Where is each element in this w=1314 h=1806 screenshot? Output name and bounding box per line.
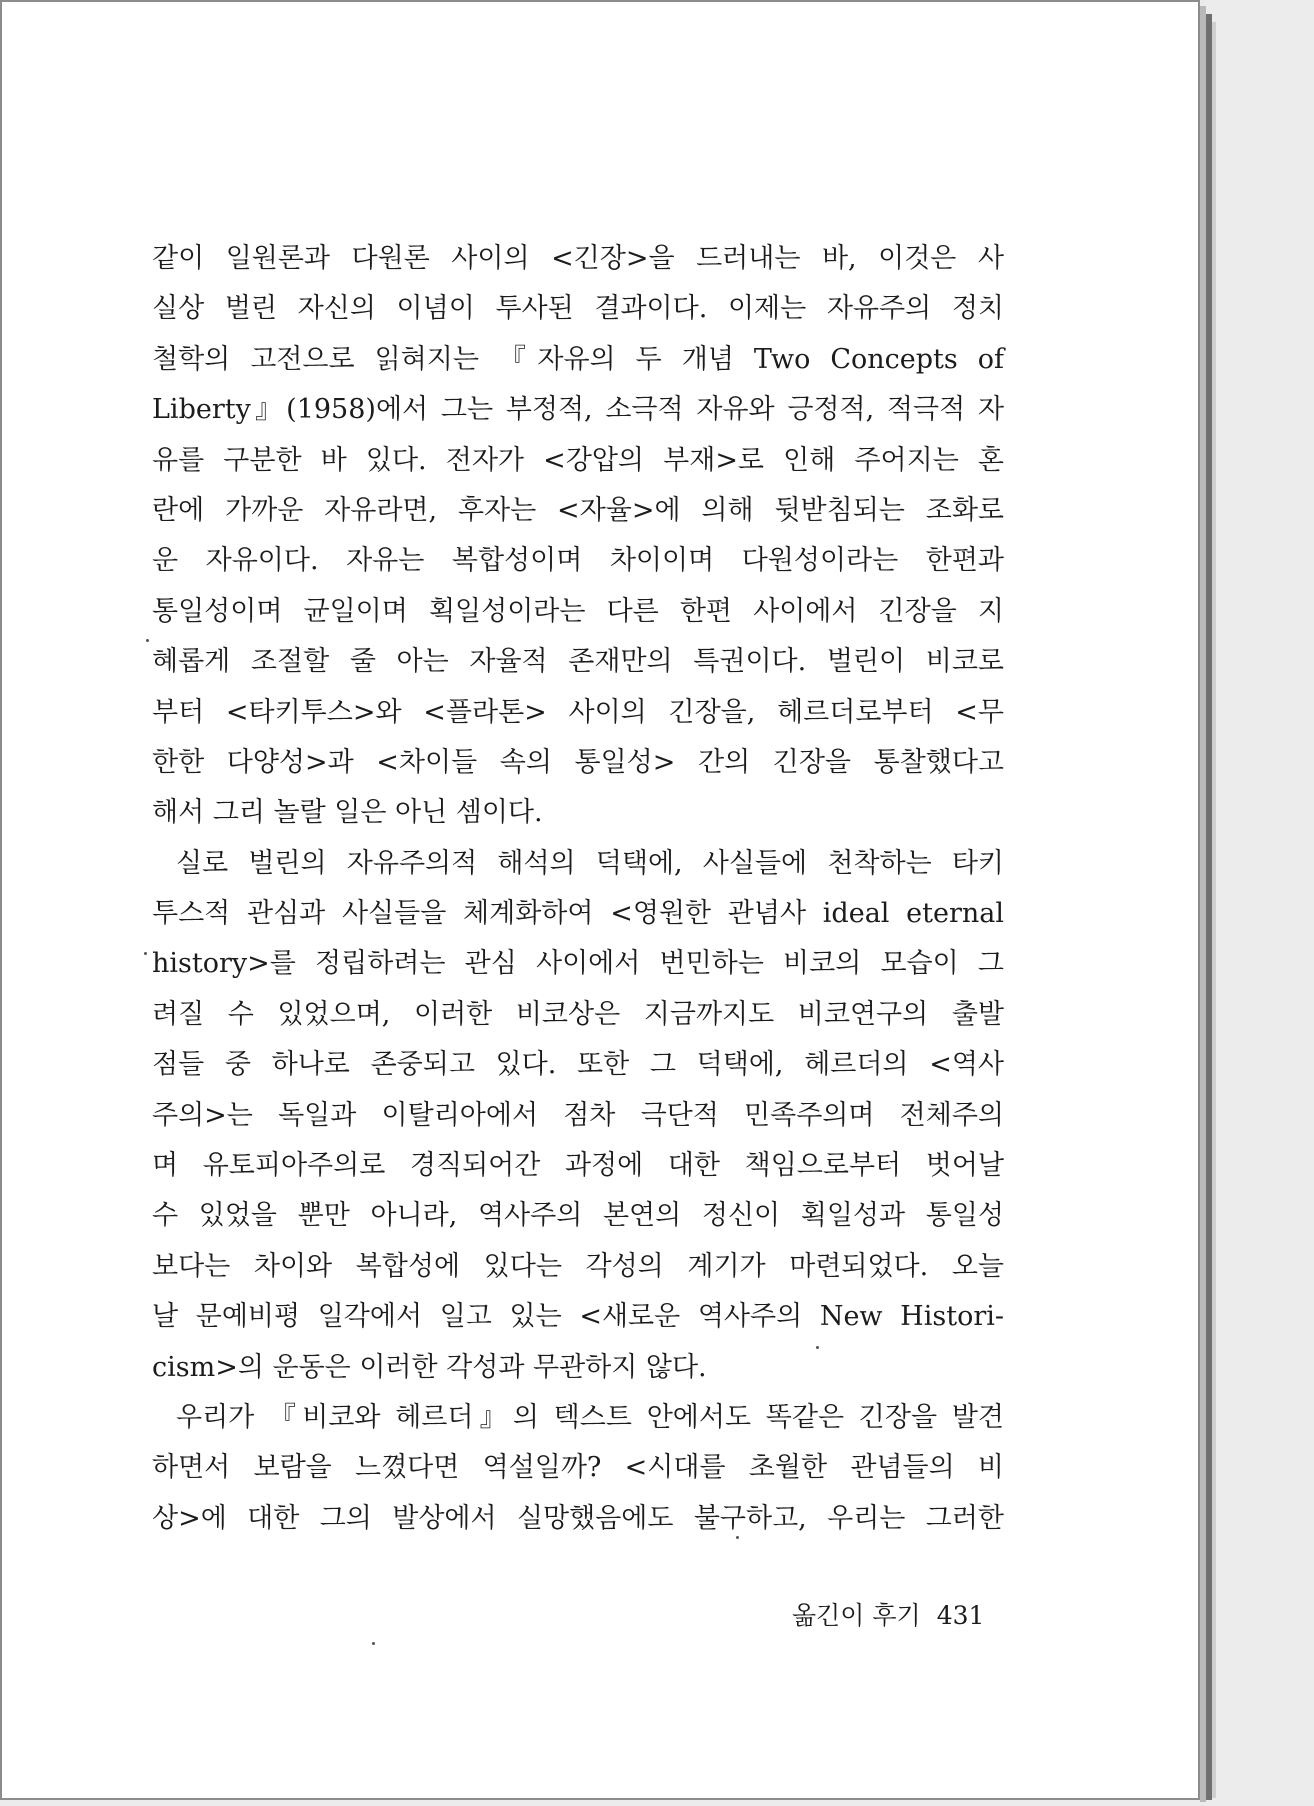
page-edge xyxy=(1212,22,1216,1798)
text-line: 투스적 관심과 사실들을 체계화하여 <영원한 관념사 ideal eternal xyxy=(152,898,1004,930)
text-line: 상>에 대한 그의 발상에서 실망했음에도 불구하고, 우리는 그러한 xyxy=(152,1502,1004,1534)
text-line: 보다는 차이와 복합성에 있다는 각성의 계기가 마련되었다. 오늘 xyxy=(152,1250,1004,1282)
text-line: 하면서 보람을 느꼈다면 역설일까? <시대를 초월한 관념들의 비 xyxy=(152,1452,1004,1484)
text-line: 주의>는 독일과 이탈리아에서 점차 극단적 민족주의며 전체주의 xyxy=(152,1099,1004,1131)
text-line: 통일성이며 균일이며 획일성이라는 다른 한편 사이에서 긴장을 지 xyxy=(152,595,1004,627)
text-line: 유를 구분한 바 있다. 전자가 <강압의 부재>로 인해 주어지는 혼 xyxy=(152,444,1004,476)
speck xyxy=(736,1536,739,1539)
text-line: 실로 벌린의 자유주의적 해석의 덕택에, 사실들에 천착하는 타키 xyxy=(176,847,1004,879)
text-line: 점들 중 하나로 존중되고 있다. 또한 그 덕택에, 헤르더의 <역사 xyxy=(152,1049,1004,1081)
speck xyxy=(816,1346,819,1349)
text-line: history>를 정립하려는 관심 사이에서 번민하는 비코의 모습이 그 xyxy=(152,948,1004,980)
text-line: 우리가 『비코와 헤르더』의 텍스트 안에서도 똑같은 긴장을 발견 xyxy=(176,1401,1004,1433)
text-line: 수 있었을 뿐만 아니라, 역사주의 본연의 정신이 획일성과 통일성 xyxy=(152,1200,1004,1232)
text-line: 운 자유이다. 자유는 복합성이며 차이이며 다원성이라는 한편과 xyxy=(152,545,1004,577)
text-line: cism>의 운동은 이러한 각성과 무관하지 않다. xyxy=(152,1351,707,1383)
text-line: 날 문예비평 일각에서 일고 있는 <새로운 역사주의 New Histori- xyxy=(152,1301,1004,1333)
text-line: 같이 일원론과 다원론 사이의 <긴장>을 드러내는 바, 이것은 사 xyxy=(152,243,1004,274)
text-line: 려질 수 있었으며, 이러한 비코상은 지금까지도 비코연구의 출발 xyxy=(152,998,1004,1030)
speck xyxy=(146,639,149,642)
page-number: 431 xyxy=(936,1601,985,1630)
page-footer xyxy=(792,1596,984,1632)
text-line: 한한 다양성>과 <차이들 속의 통일성> 간의 긴장을 통찰했다고 xyxy=(152,746,1004,778)
text-line: 며 유토피아주의로 경직되어간 과정에 대한 책임으로부터 벗어날 xyxy=(152,1150,1004,1182)
body-text xyxy=(152,234,1004,1544)
text-line: 실상 벌린 자신의 이념이 투사된 결과이다. 이제는 자유주의 정치 xyxy=(152,293,1004,325)
speck xyxy=(144,952,147,955)
text-line: 해서 그리 놀랄 일은 아닌 셈이다. xyxy=(152,797,543,829)
text-line: 철학의 고전으로 읽혀지는 『자유의 두 개념 Two Concepts of xyxy=(152,343,1004,375)
running-head: 옮긴이 후기 xyxy=(792,1601,921,1630)
text-line: 란에 가까운 자유라면, 후자는 <자율>에 의해 뒷받침되는 조화로 xyxy=(152,494,1004,526)
text-line: 혜롭게 조절할 줄 아는 자율적 존재만의 특권이다. 벌린이 비코로 xyxy=(152,646,1004,678)
speck xyxy=(372,1642,375,1645)
text-line: 부터 <타키투스>와 <플라톤> 사이의 긴장을, 헤르더로부터 <무 xyxy=(152,696,1004,728)
text-line: Liberty』(1958)에서 그는 부정적, 소극적 자유와 긍정적, 적극적 자 xyxy=(152,394,1004,426)
